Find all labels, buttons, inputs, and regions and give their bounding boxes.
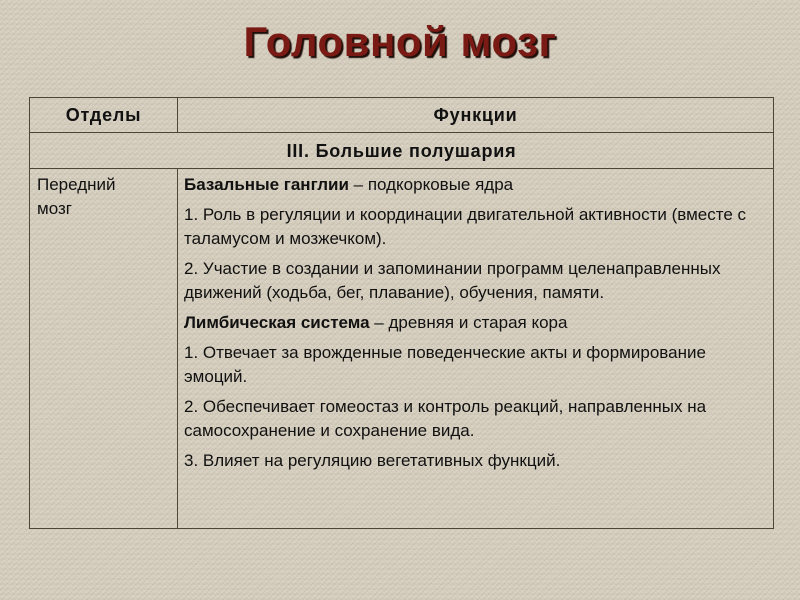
section-title: III. Большие полушария xyxy=(286,141,517,161)
department-name-line-2: мозг xyxy=(37,199,72,218)
table-row xyxy=(30,169,773,528)
department-name-line-1: Передний xyxy=(37,175,116,194)
limbic-item-2: 2. Обеспечивает гомеостаз и контроль реакций, направленных на самосохранение и сохранение вида. xyxy=(184,397,707,440)
functions-content xyxy=(178,169,773,473)
limbic-system-heading xyxy=(184,311,767,335)
limbic-system-title: Лимбическая система xyxy=(184,313,370,332)
basal-item-2: 2. Участие в создании и запоминании программ целенаправленных движений (ходьба, бег, плавание), обучения, памяти. xyxy=(184,259,721,302)
header-functions-label: Функции xyxy=(433,105,518,125)
basal-ganglia-title: Базальные ганглии xyxy=(184,175,349,194)
header-departments-label: Отделы xyxy=(65,105,142,125)
section-row xyxy=(30,133,773,169)
header-cell-departments xyxy=(30,98,178,132)
table-header-row xyxy=(30,98,773,133)
limbic-system-desc: – древняя и старая кора xyxy=(369,313,568,332)
limbic-item-1: 1. Отвечает за врожденные поведенческие акты и формирование эмоций. xyxy=(184,343,706,386)
department-name xyxy=(30,169,177,221)
functions-table xyxy=(29,97,774,529)
header-cell-functions xyxy=(178,98,773,132)
functions-cell xyxy=(178,169,773,528)
slide-title: Головной мозг xyxy=(243,18,557,65)
basal-ganglia-desc: – подкорковые ядра xyxy=(348,175,514,194)
department-cell xyxy=(30,169,178,528)
limbic-item-3: 3. Влияет на регуляцию вегетативных функций. xyxy=(184,451,561,470)
basal-ganglia-heading xyxy=(184,173,767,197)
basal-item-1: 1. Роль в регуляции и координации двигательной активности (вместе с таламусом и мозжечком). xyxy=(184,205,747,248)
